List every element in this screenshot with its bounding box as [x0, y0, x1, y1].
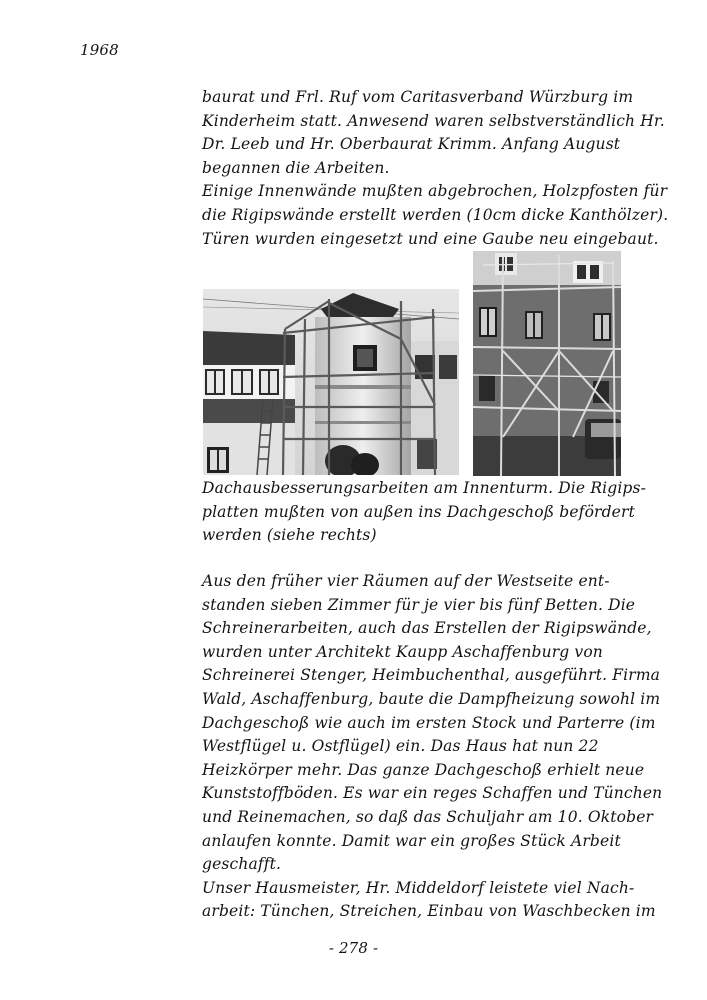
text-line: wurden unter Architekt Kaupp Aschaffenburg von — [202, 642, 603, 661]
photo-tower-scaffolding — [203, 289, 459, 475]
text-line: Einige Innenwände mußten abgebrochen, Holzpfosten für — [202, 182, 668, 201]
text-line: Schreinerarbeiten, auch das Erstellen der Rigipswände, — [202, 619, 652, 638]
text-line: Dachgeschoß wie auch im ersten Stock und Parterre (im — [202, 713, 656, 732]
page-number: - 278 - — [328, 939, 379, 957]
year-label: 1968 — [80, 41, 119, 59]
text-line: arbeit: Tünchen, Streichen, Einbau von Waschbecken im — [202, 902, 656, 921]
text-line: baurat und Frl. Ruf vom Caritasverband Würzburg im — [202, 88, 634, 106]
text-line: geschafft. — [202, 855, 282, 874]
text-line: standen sieben Zimmer für je vier bis fünf Betten. Die — [202, 595, 636, 614]
text-line: anlaufen konnte. Damit war ein großes Stück Arbeit — [202, 831, 621, 850]
caption-line: werden (siehe rechts) — [202, 526, 377, 545]
text-line: Kunststoffböden. Es war ein reges Schaffen und Tünchen — [202, 784, 663, 803]
text-line: die Rigipswände erstellt werden (10cm dicke Kanthölzer). — [202, 205, 669, 224]
text-block-bottom — [202, 570, 663, 924]
text-line: Kinderheim statt. Anwesend waren selbstverständlich Hr. — [202, 111, 665, 130]
text-line: Heizkörper mehr. Das ganze Dachgeschoß erhielt neue — [202, 760, 645, 779]
text-line: begannen die Arbeiten. — [202, 158, 390, 177]
text-line: Dr. Leeb und Hr. Oberbaurat Krimm. Anfang August — [202, 135, 621, 154]
text-block-top — [202, 86, 669, 251]
photo-facade-scaffolding — [473, 251, 621, 476]
caption-line: Dachausbesserungsarbeiten am Innenturm. Die Rigips- — [202, 479, 646, 497]
photo-caption — [202, 477, 646, 548]
text-line: Westflügel u. Ostflügel) ein. Das Haus hat nun 22 — [202, 737, 599, 756]
text-line: Unser Hausmeister, Hr. Middeldorf leistete viel Nach- — [202, 878, 635, 897]
text-line: Aus den früher vier Räumen auf der Westseite ent- — [202, 572, 610, 590]
caption-line: platten mußten von außen ins Dachgeschoß befördert — [202, 502, 635, 521]
text-line: Türen wurden eingesetzt und eine Gaube neu eingebaut. — [202, 229, 659, 248]
text-line: Wald, Aschaffenburg, baute die Dampfheizung sowohl im — [202, 689, 661, 708]
text-line: und Reinemachen, so daß das Schuljahr am 10. Oktober — [202, 807, 654, 826]
text-line: Schreinerei Stenger, Heimbuchenthal, ausgeführt. Firma — [202, 666, 661, 685]
